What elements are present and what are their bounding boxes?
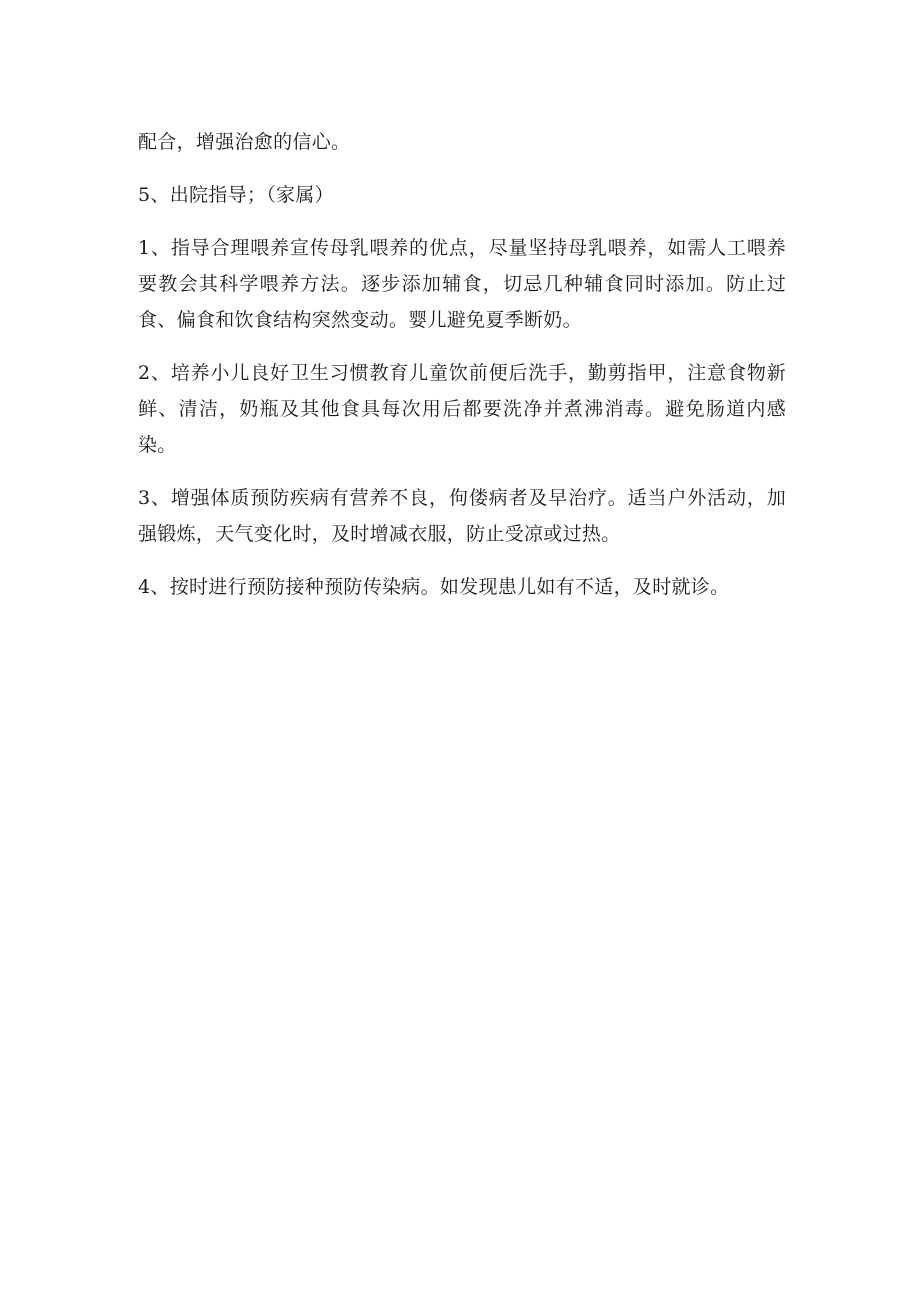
- paragraph-strengthen-physique: 3、增强体质预防疾病有营养不良，佝偻病者及早治疗。适当户外活动，加强锻炼，天气变化时，及时增减衣服，防止受凉或过热。: [138, 487, 786, 545]
- paragraph-continuation: 配合，增强治愈的信心。: [138, 131, 351, 153]
- paragraph-hygiene-habits: 2、培养小儿良好卫生习惯教育儿童饮前便后洗手，勤剪指甲，注意食物新鲜、清洁，奶瓶及其他食具每次用后都要洗净并煮沸消毒。避免肠道内感染。: [138, 362, 786, 456]
- document-body: [138, 124, 786, 622]
- section-heading-discharge-guidance: 5、出院指导；（家属）: [138, 184, 334, 206]
- paragraph-feeding-guidance: 1、指导合理喂养宣传母乳喂养的优点，尽量坚持母乳喂养，如需人工喂养要教会其科学喂养方法。逐步添加辅食，切忌几种辅食同时添加。防止过食、偏食和饮食结构突然变动。婴儿避免夏季断奶。: [138, 237, 786, 331]
- paragraph-vaccination: 4、按时进行预防接种预防传染病。如发现患儿如有不适，及时就诊。: [138, 576, 730, 598]
